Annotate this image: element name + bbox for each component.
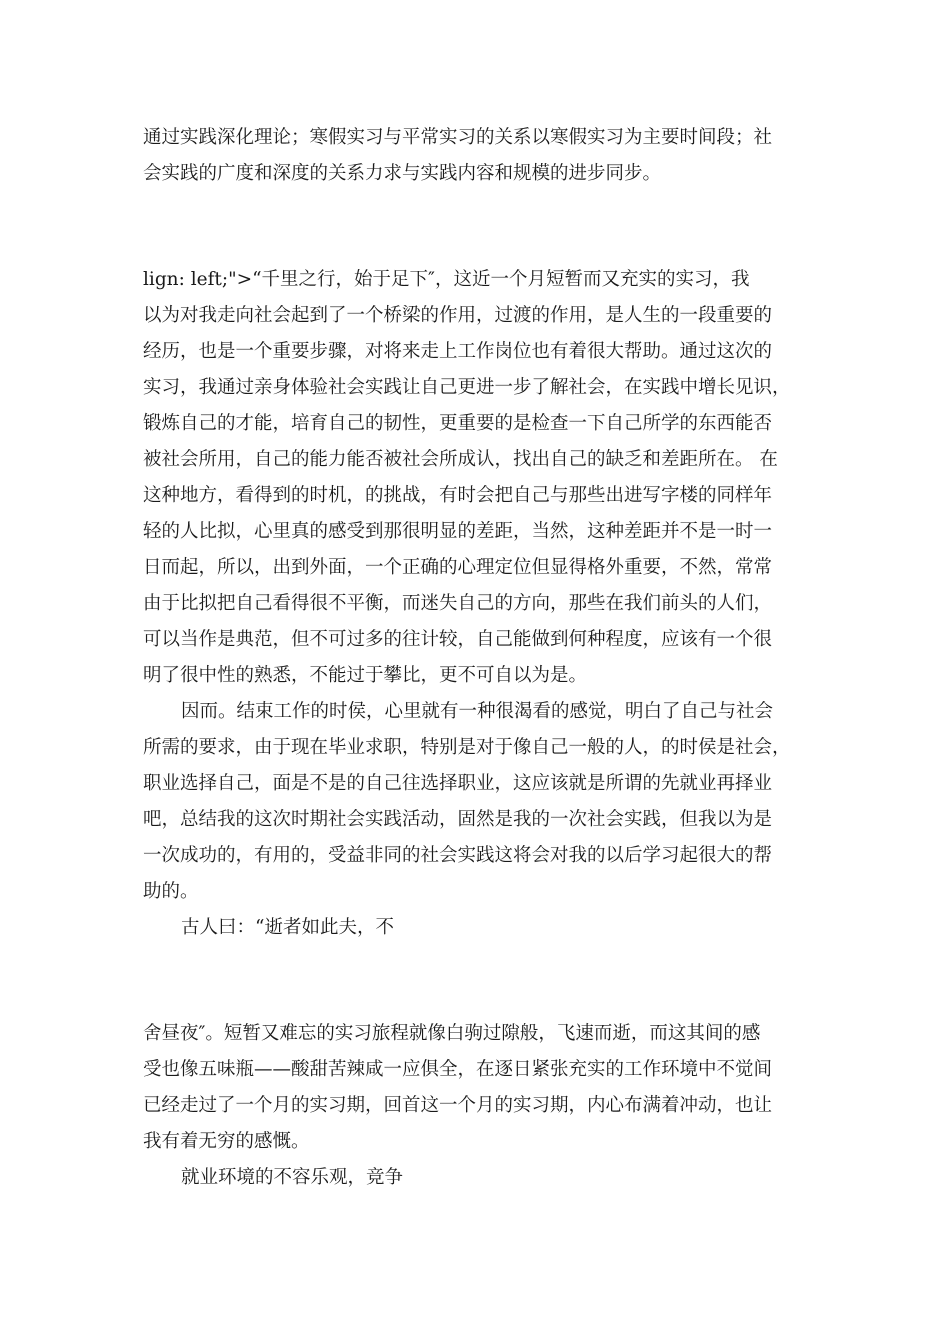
- text-line: 所需的要求，由于现在毕业求职，特别是对于像自己一般的人，的时侯是社会，: [143, 737, 791, 758]
- text-line: 已经走过了一个月的实习期，回首这一个月的实习期，内心布满着冲动，也让: [143, 1095, 773, 1116]
- text-line: 日而起，所以，出到外面，一个正确的心理定位但显得格外重要，不然，常常: [143, 557, 773, 578]
- text-line: 可以当作是典范，但不可过多的往计较，自己能做到何种程度，应该有一个很: [143, 629, 773, 650]
- text-line: 助的。: [143, 881, 199, 902]
- text-line: 这种地方，看得到的时机，的挑战，有时会把自己与那些出进写字楼的同样年: [143, 485, 773, 506]
- text-line: 经历，也是一个重要步骤，对将来走上工作岗位也有着很大帮助。通过这次的: [143, 341, 773, 362]
- text-line: 由于比拟把自己看得很不平衡，而迷失自己的方向，那些在我们前头的人们，: [143, 593, 773, 614]
- text-line: 被社会所用，自己的能力能否被社会所成认，找出自己的缺乏和差距所在。 在: [143, 449, 778, 470]
- text-line: lign: left;">“千里之行，始于足下″，这近一个月短暂而又充实的实习，我: [143, 269, 750, 290]
- text-line: 舍昼夜″。短暂又难忘的实习旅程就像白驹过隙般，飞速而逝，而这其间的感: [143, 1023, 761, 1044]
- text-line: 锻炼自己的才能，培育自己的韧性，更重要的是检查一下自己所学的东西能否: [143, 413, 773, 434]
- text-line: 因而。结束工作的时侯，心里就有一种很渴看的感觉，明白了自己与社会: [181, 701, 774, 722]
- text-line: 会实践的广度和深度的关系力求与实践内容和规模的进步同步。: [143, 163, 662, 184]
- text-line: 通过实践深化理论；寒假实习与平常实习的关系以寒假实习为主要时间段；社: [143, 127, 773, 148]
- text-line: 古人曰：“逝者如此夫，不: [181, 917, 394, 938]
- text-line: 一次成功的，有用的，受益非同的社会实践这将会对我的以后学习起很大的帮: [143, 845, 773, 866]
- text-line: 实习，我通过亲身体验社会实践让自己更进一步了解社会，在实践中增长见识，: [143, 377, 791, 398]
- text-line: 轻的人比拟，心里真的感受到那很明显的差距，当然，这种差距并不是一时一: [143, 521, 773, 542]
- text-line: 以为对我走向社会起到了一个桥梁的作用，过渡的作用，是人生的一段重要的: [143, 305, 773, 326]
- text-line: 我有着无穷的感慨。: [143, 1131, 310, 1152]
- text-line: 吧，总结我的这次时期社会实践活动，固然是我的一次社会实践，但我以为是: [143, 809, 773, 830]
- text-line: 明了很中性的熟悉，不能过于攀比，更不可自以为是。: [143, 665, 588, 686]
- text-line: 职业选择自己，面是不是的自己往选择职业，这应该就是所谓的先就业再择业: [143, 773, 773, 794]
- text-line: 就业环境的不容乐观，竞争: [181, 1167, 404, 1188]
- text-line: 受也像五味瓶——酸甜苦辣咸一应俱全，在逐日紧张充实的工作环境中不觉间: [143, 1059, 773, 1080]
